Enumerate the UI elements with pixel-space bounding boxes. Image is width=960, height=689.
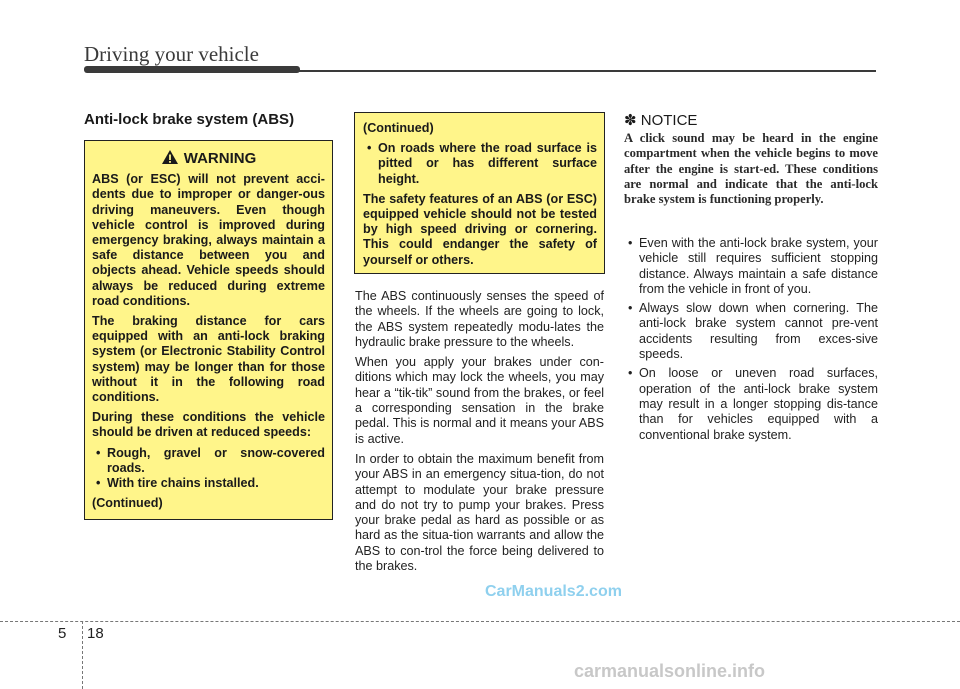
notice-bullet-list — [624, 236, 878, 447]
warning-para-1: ABS (or ESC) will not prevent acci-dents due to improper or danger-ous driving maneuvers. Even though vehicle control is improved during emergency braking, always maintain a safe distance between you and objects ahead. Vehicle speeds should always be reduced during extreme road conditions. — [92, 172, 325, 308]
continued-bullet: • On roads where the road surface is pitted or has different surface height. — [363, 141, 597, 187]
warning-triangle-icon — [161, 149, 179, 168]
notice-title: ✽ NOTICE — [624, 112, 698, 129]
footer-section-number: 5 — [58, 625, 67, 642]
notice-bullet: • Even with the anti-lock brake system, your vehicle still requires sufficient stopping distance. Always maintain a safe distance from the vehicle in front of you. — [624, 236, 878, 297]
warning-bullet-list — [92, 446, 325, 492]
footer-vertical-rule — [82, 621, 83, 689]
header-rule-thin — [296, 70, 876, 72]
continued-bullet-list — [363, 141, 597, 187]
notice-bullet: • Always slow down when cornering. The anti-lock brake system cannot pre-vent accidents resulting from exces-sive speeds. — [624, 301, 878, 362]
page-header-title: Driving your vehicle — [84, 42, 259, 66]
footer-page-number: 18 — [87, 625, 104, 642]
watermark-carmanualsonline: carmanualsonline.info — [574, 661, 766, 681]
warning-para-2: The braking distance for cars equipped with an anti-lock braking system (or Electronic Stability Control system) may be longer than for those without it in the following road conditions. — [92, 314, 325, 405]
body-para-1: The ABS continuously senses the speed of the wheels. If the wheels are going to lock, the ABS system repeatedly modu-lates the hydraulic brake pressure to the wheels. — [355, 289, 604, 349]
body-para-3: In order to obtain the maximum benefit from your ABS in an emergency situa-tion, do not attempt to modulate your brake pressure and do not try to pump your brakes. Press your brake pedal as hard as possible or as hard as the situa-tion warrants and allow the ABS to con-trol the force being delivered to the brakes. — [355, 451, 604, 574]
warning-bullet: • Rough, gravel or snow-covered roads. — [92, 446, 325, 476]
continued-box-label: (Continued) — [363, 121, 434, 135]
warning-continued-label: (Continued) — [92, 496, 163, 511]
continued-box-text: The safety features of an ABS (or ESC) equipped vehicle should not be tested by high speed driving or cornering. This could endanger the safety of yourself or others. — [363, 191, 597, 267]
header-rule-thick — [84, 66, 300, 73]
warning-para-3: During these conditions the vehicle should be driven at reduced speeds: — [92, 410, 325, 440]
body-para-2: When you apply your brakes under con-ditions which may lock the wheels, you may hear a “tik-tik” sound from the brakes, or feel a corresponding sensation in the brake pedal. This is normal and it means your ABS is active. — [355, 355, 604, 446]
notice-intro: A click sound may be heard in the engine compartment when the vehicle begins to move after the engine is start-ed. These conditions are normal and indicate that the anti-lock brake system is functioning properly. — [624, 131, 878, 207]
section-title: Anti-lock brake system (ABS) — [84, 111, 295, 128]
warning-heading-text: WARNING — [183, 150, 257, 167]
footer-dashed-rule — [0, 621, 960, 622]
warning-heading — [92, 149, 325, 168]
body-text-column — [355, 289, 604, 579]
notice-bullet: • On loose or uneven road surfaces, operation of the anti-lock brake system may result in a longer stopping dis-tance than for vehicles equipped with a conventional brake system. — [624, 366, 878, 442]
watermark-carmanuals2: CarManuals2.com — [485, 583, 622, 600]
continued-warning-box — [354, 112, 605, 274]
warning-box — [84, 140, 333, 520]
warning-bullet: • With tire chains installed. — [92, 476, 325, 491]
